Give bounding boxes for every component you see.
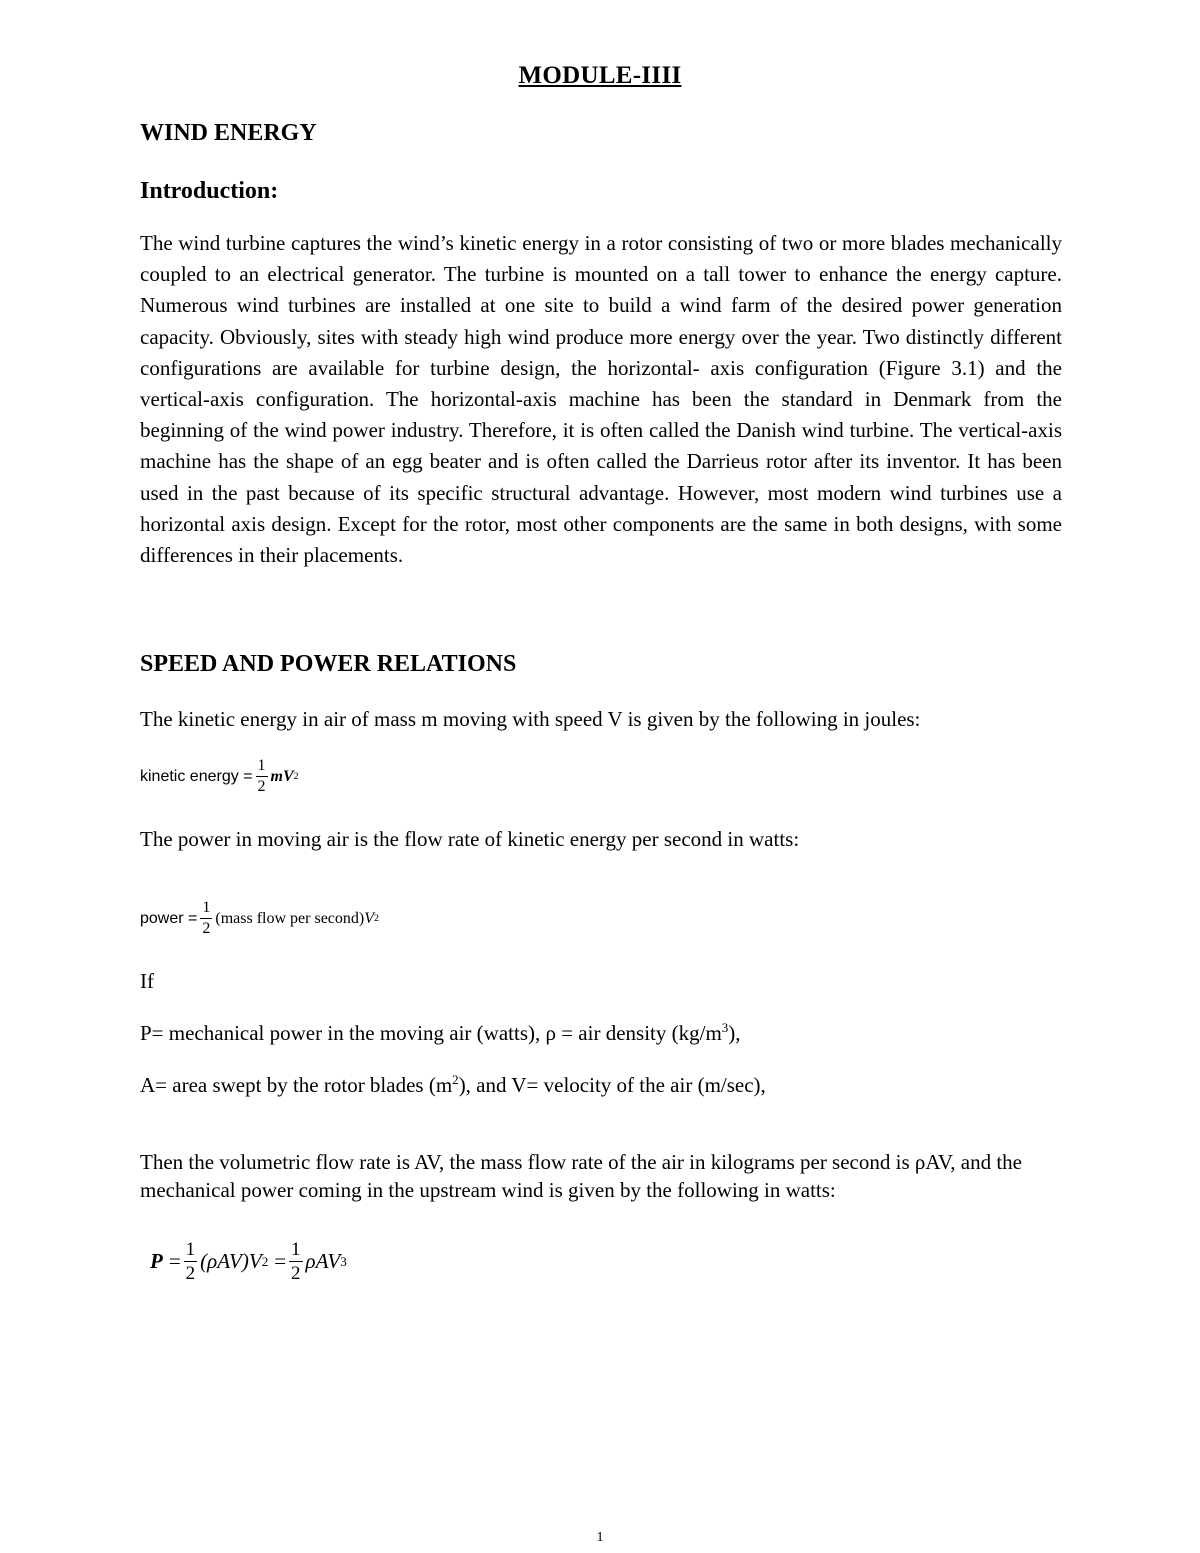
def2-prefix: A= area swept by the rotor blades (m	[140, 1073, 453, 1097]
eq-final-numerator-2: 1	[291, 1239, 301, 1260]
kinetic-energy-text: The kinetic energy in air of mass m moving with speed V is given by the following in joules:	[140, 707, 921, 731]
module-title: MODULE-IIII	[518, 62, 682, 89]
eq-kinetic-variable: mV	[270, 767, 294, 785]
eq-power-fraction	[200, 900, 212, 937]
eq-final-fraction-2	[289, 1240, 303, 1283]
eq-final-rhs: ρAV	[305, 1249, 341, 1273]
section-heading-wind-energy: WIND ENERGY	[140, 120, 317, 146]
eq-power-lhs: power =	[140, 909, 198, 927]
eq-final-middle: (ρAV)V	[200, 1249, 262, 1273]
eq-power-variable: V	[364, 909, 374, 927]
def1-exponent: 3	[721, 1020, 729, 1035]
eq-kinetic-denominator: 2	[257, 778, 266, 795]
eq-kinetic-numerator: 1	[256, 758, 268, 777]
eq-power-middle: (mass flow per second)	[215, 909, 365, 927]
speed-power-heading: SPEED AND POWER RELATIONS	[140, 651, 517, 677]
mechanical-power-equation: P = $\frac{1}{2}$ (ρAV)V 2 = $\frac{1}{2}$ ρAV 3	[150, 1239, 347, 1284]
power-equation: power = $\frac{1}{2}$ (mass flow per second) V 2	[140, 899, 379, 937]
eq-power-denominator: 2	[202, 920, 211, 937]
page-number: 1	[596, 1530, 604, 1545]
kinetic-energy-equation: kinetic energy = $\frac{1}{2}$ mV 2	[140, 757, 299, 795]
eq-final-equals: =	[168, 1249, 181, 1273]
definition-line-area-velocity	[140, 1072, 766, 1099]
eq-final-lhs: P	[150, 1249, 163, 1273]
flow-rate-text: Then the volumetric flow rate is AV, the mass flow rate of the air in kilograms per second is ρAV, and the mechanical power coming in the upstream wind is given by the following in watts:	[140, 1150, 1022, 1202]
def1-suffix: ),	[728, 1021, 741, 1045]
eq-final-denominator-1: 2	[185, 1263, 196, 1284]
eq-kinetic-fraction	[256, 758, 268, 795]
eq-final-equals-2: =	[274, 1249, 287, 1273]
eq-power-numerator: 1	[200, 900, 212, 919]
definition-line-power-density	[140, 1020, 741, 1047]
eq-final-numerator-1: 1	[185, 1239, 196, 1260]
def2-exponent: 2	[452, 1072, 459, 1087]
eq-final-denominator-2: 2	[291, 1263, 301, 1284]
eq-final-fraction-1	[184, 1240, 198, 1283]
eq-kinetic-lhs: kinetic energy =	[140, 767, 253, 785]
if-text: If	[140, 969, 154, 993]
def1-prefix: P= mechanical power in the moving air (watts), ρ = air density (kg/m	[140, 1021, 722, 1045]
def2-suffix: ), and V= velocity of the air (m/sec),	[458, 1073, 766, 1097]
power-text: The power in moving air is the flow rate of kinetic energy per second in watts:	[140, 827, 800, 851]
intro-heading: Introduction:	[140, 178, 279, 204]
intro-paragraph: The wind turbine captures the wind’s kinetic energy in a rotor consisting of two or more blades mechanically coupled to an electrical generator. The turbine is mounted on a tall tower to enhance the energy capture. Numerous wind turbines are installed at one site to build a wind farm of the desired power generation capacity. Obviously, sites with steady high wind produce more energy over the year. Two distinctly different configurations are available for turbine design, the horizontal- axis configuration (Figure 3.1) and the vertical-axis configuration. The horizontal-axis machine has been the standard in Denmark from the beginning of the wind power industry. Therefore, it is often called the Danish wind turbine. The vertical-axis machine has the shape of an egg beater and is often called the Darrieus rotor after its inventor. It has been used in the past because of its specific structural advantage. However, most modern wind turbines use a horizontal axis design. Except for the rotor, most other components are the same in both designs, with some differences in their placements.	[140, 231, 1062, 568]
